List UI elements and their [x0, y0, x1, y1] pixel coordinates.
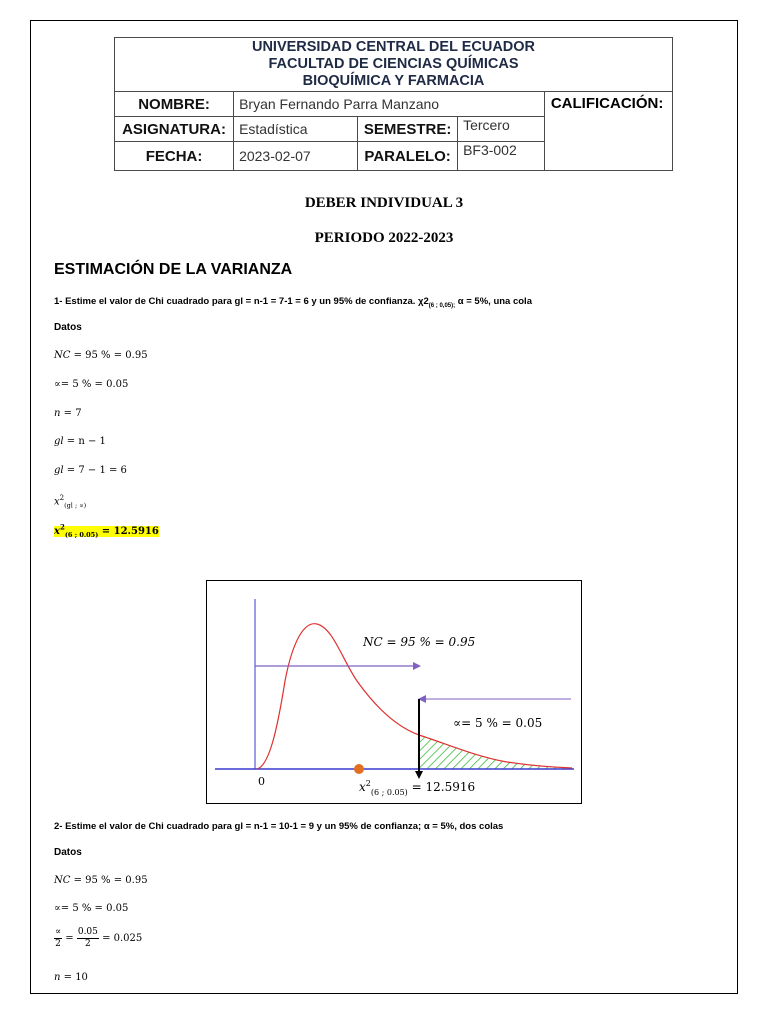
- q1-n-var: n: [54, 408, 61, 419]
- q2-nc-rest: = 95 % = 0.95: [70, 875, 148, 886]
- q2-eq-frac: $\frac{\propto}{2}$ = $\frac{0.05}{2}$ = 0.025: [55, 927, 143, 949]
- q2-frac2-den: 2: [85, 939, 91, 949]
- crit-sup: 2: [365, 779, 371, 788]
- q2-frac-2: [77, 927, 99, 950]
- mean-point: [354, 764, 364, 774]
- q1-nc-var: NC: [54, 350, 71, 361]
- q1-res-var: x: [54, 526, 60, 538]
- q2-nc-var: NC: [54, 875, 71, 886]
- chi-square-svg: [207, 581, 581, 803]
- q1-x-sub: (gl ; ∝): [64, 501, 87, 510]
- semestre-value: Tercero: [458, 117, 545, 142]
- header-title-cell: [115, 38, 673, 92]
- q2-frac-rest: = 0.025: [98, 933, 143, 944]
- q1-x-sup: 2: [59, 494, 65, 502]
- q1-eq-alpha: ∝= 5 % = 0.05: [54, 379, 129, 390]
- q1-text-sub: (6 ; 0,05);: [428, 302, 456, 309]
- q2-eq-nc: [54, 875, 148, 886]
- critical-arrow-head: [415, 771, 423, 779]
- alpha-label: ∝= 5 % = 0.05: [453, 716, 543, 730]
- question-1: [54, 296, 532, 309]
- q1-eq-nc: [54, 350, 148, 361]
- crit-value: 12.5916: [425, 780, 476, 794]
- section-heading: ESTIMACIÓN DE LA VARIANZA: [54, 261, 293, 278]
- semestre-label: SEMESTRE:: [358, 117, 458, 142]
- fecha-label: FECHA:: [115, 142, 234, 171]
- crit-x: x: [359, 780, 366, 794]
- nc-arrow-head: [413, 662, 421, 670]
- q1-text-a: 1- Estime el valor de Chi cuadrado para gl = n-1 = 7-1 = 6 y un 95% de confianza. χ2: [54, 296, 429, 307]
- q1-gl-var: gl: [54, 436, 64, 447]
- q1-eq-x: [54, 494, 86, 509]
- q1-datos: Datos: [54, 322, 82, 333]
- q2-eq-n: [54, 972, 88, 983]
- q1-gl-rest: = n − 1: [63, 436, 106, 447]
- q2-frac1-den: 2: [55, 939, 61, 949]
- chi-square-graph: [206, 580, 582, 804]
- paralelo-value: BF3-002: [458, 142, 545, 171]
- q2-frac1-num: ∝: [55, 927, 62, 937]
- nc-label: NC = 95 % = 0.95: [363, 635, 476, 649]
- q2-frac-1: [54, 927, 62, 950]
- q1-result-highlight: [54, 523, 159, 540]
- crit-eq: =: [407, 780, 426, 794]
- university-name: UNIVERSIDAD CENTRAL DEL ECUADOR: [251, 39, 536, 55]
- q1-result: [54, 523, 159, 539]
- q1-gl2-rest: = 7 − 1 = 6: [63, 465, 127, 476]
- critical-label: [359, 779, 475, 797]
- q1-res-sup: 2: [59, 523, 65, 532]
- q1-text-b: α = 5%, una cola: [455, 296, 532, 307]
- deber-title: DEBER INDIVIDUAL 3: [304, 195, 464, 211]
- q1-eq-n: [54, 408, 82, 419]
- q2-datos: Datos: [54, 847, 82, 858]
- career-name: BIOQUÍMICA Y FARMACIA: [302, 73, 485, 89]
- paralelo-label: PARALELO:: [358, 142, 458, 171]
- periodo-title: PERIODO 2022-2023: [314, 230, 454, 246]
- rejection-region: [419, 735, 572, 769]
- asignatura-value: Estadística: [234, 117, 358, 142]
- q2-n-rest: = 10: [60, 972, 88, 983]
- zero-label: 0: [258, 775, 265, 788]
- faculty-name: FACULTAD DE CIENCIAS QUÍMICAS: [268, 56, 519, 72]
- question-2: 2- Estime el valor de Chi cuadrado para gl = n-1 = 10-1 = 9 y un 95% de confianza; α = 5%, dos colas: [54, 821, 504, 832]
- q1-gl2-var: gl: [54, 465, 64, 476]
- q2-frac2-num: 0.05: [77, 927, 98, 937]
- q1-nc-rest: = 95 % = 0.95: [70, 350, 148, 361]
- header-table: [114, 37, 673, 171]
- q1-eq-gl2: [54, 465, 127, 476]
- q1-eq-gl: [54, 436, 106, 447]
- nombre-label: NOMBRE:: [115, 92, 234, 117]
- q1-res-rest: = 12.5916: [98, 526, 159, 538]
- q1-n-rest: = 7: [60, 408, 82, 419]
- q1-x-var: x: [54, 496, 60, 508]
- q1-res-sub: (6 ; 0.05): [64, 531, 99, 540]
- q2-eq-alpha: ∝= 5 % = 0.05: [54, 903, 129, 914]
- crit-sub: (6 ; 0.05): [370, 788, 408, 797]
- asignatura-label: ASIGNATURA:: [115, 117, 234, 142]
- q2-n-var: n: [54, 972, 61, 983]
- fecha-value: 2023-02-07: [234, 142, 358, 171]
- nombre-value: Bryan Fernando Parra Manzano: [234, 92, 545, 117]
- calificacion-label: CALIFICACIÓN:: [544, 92, 672, 171]
